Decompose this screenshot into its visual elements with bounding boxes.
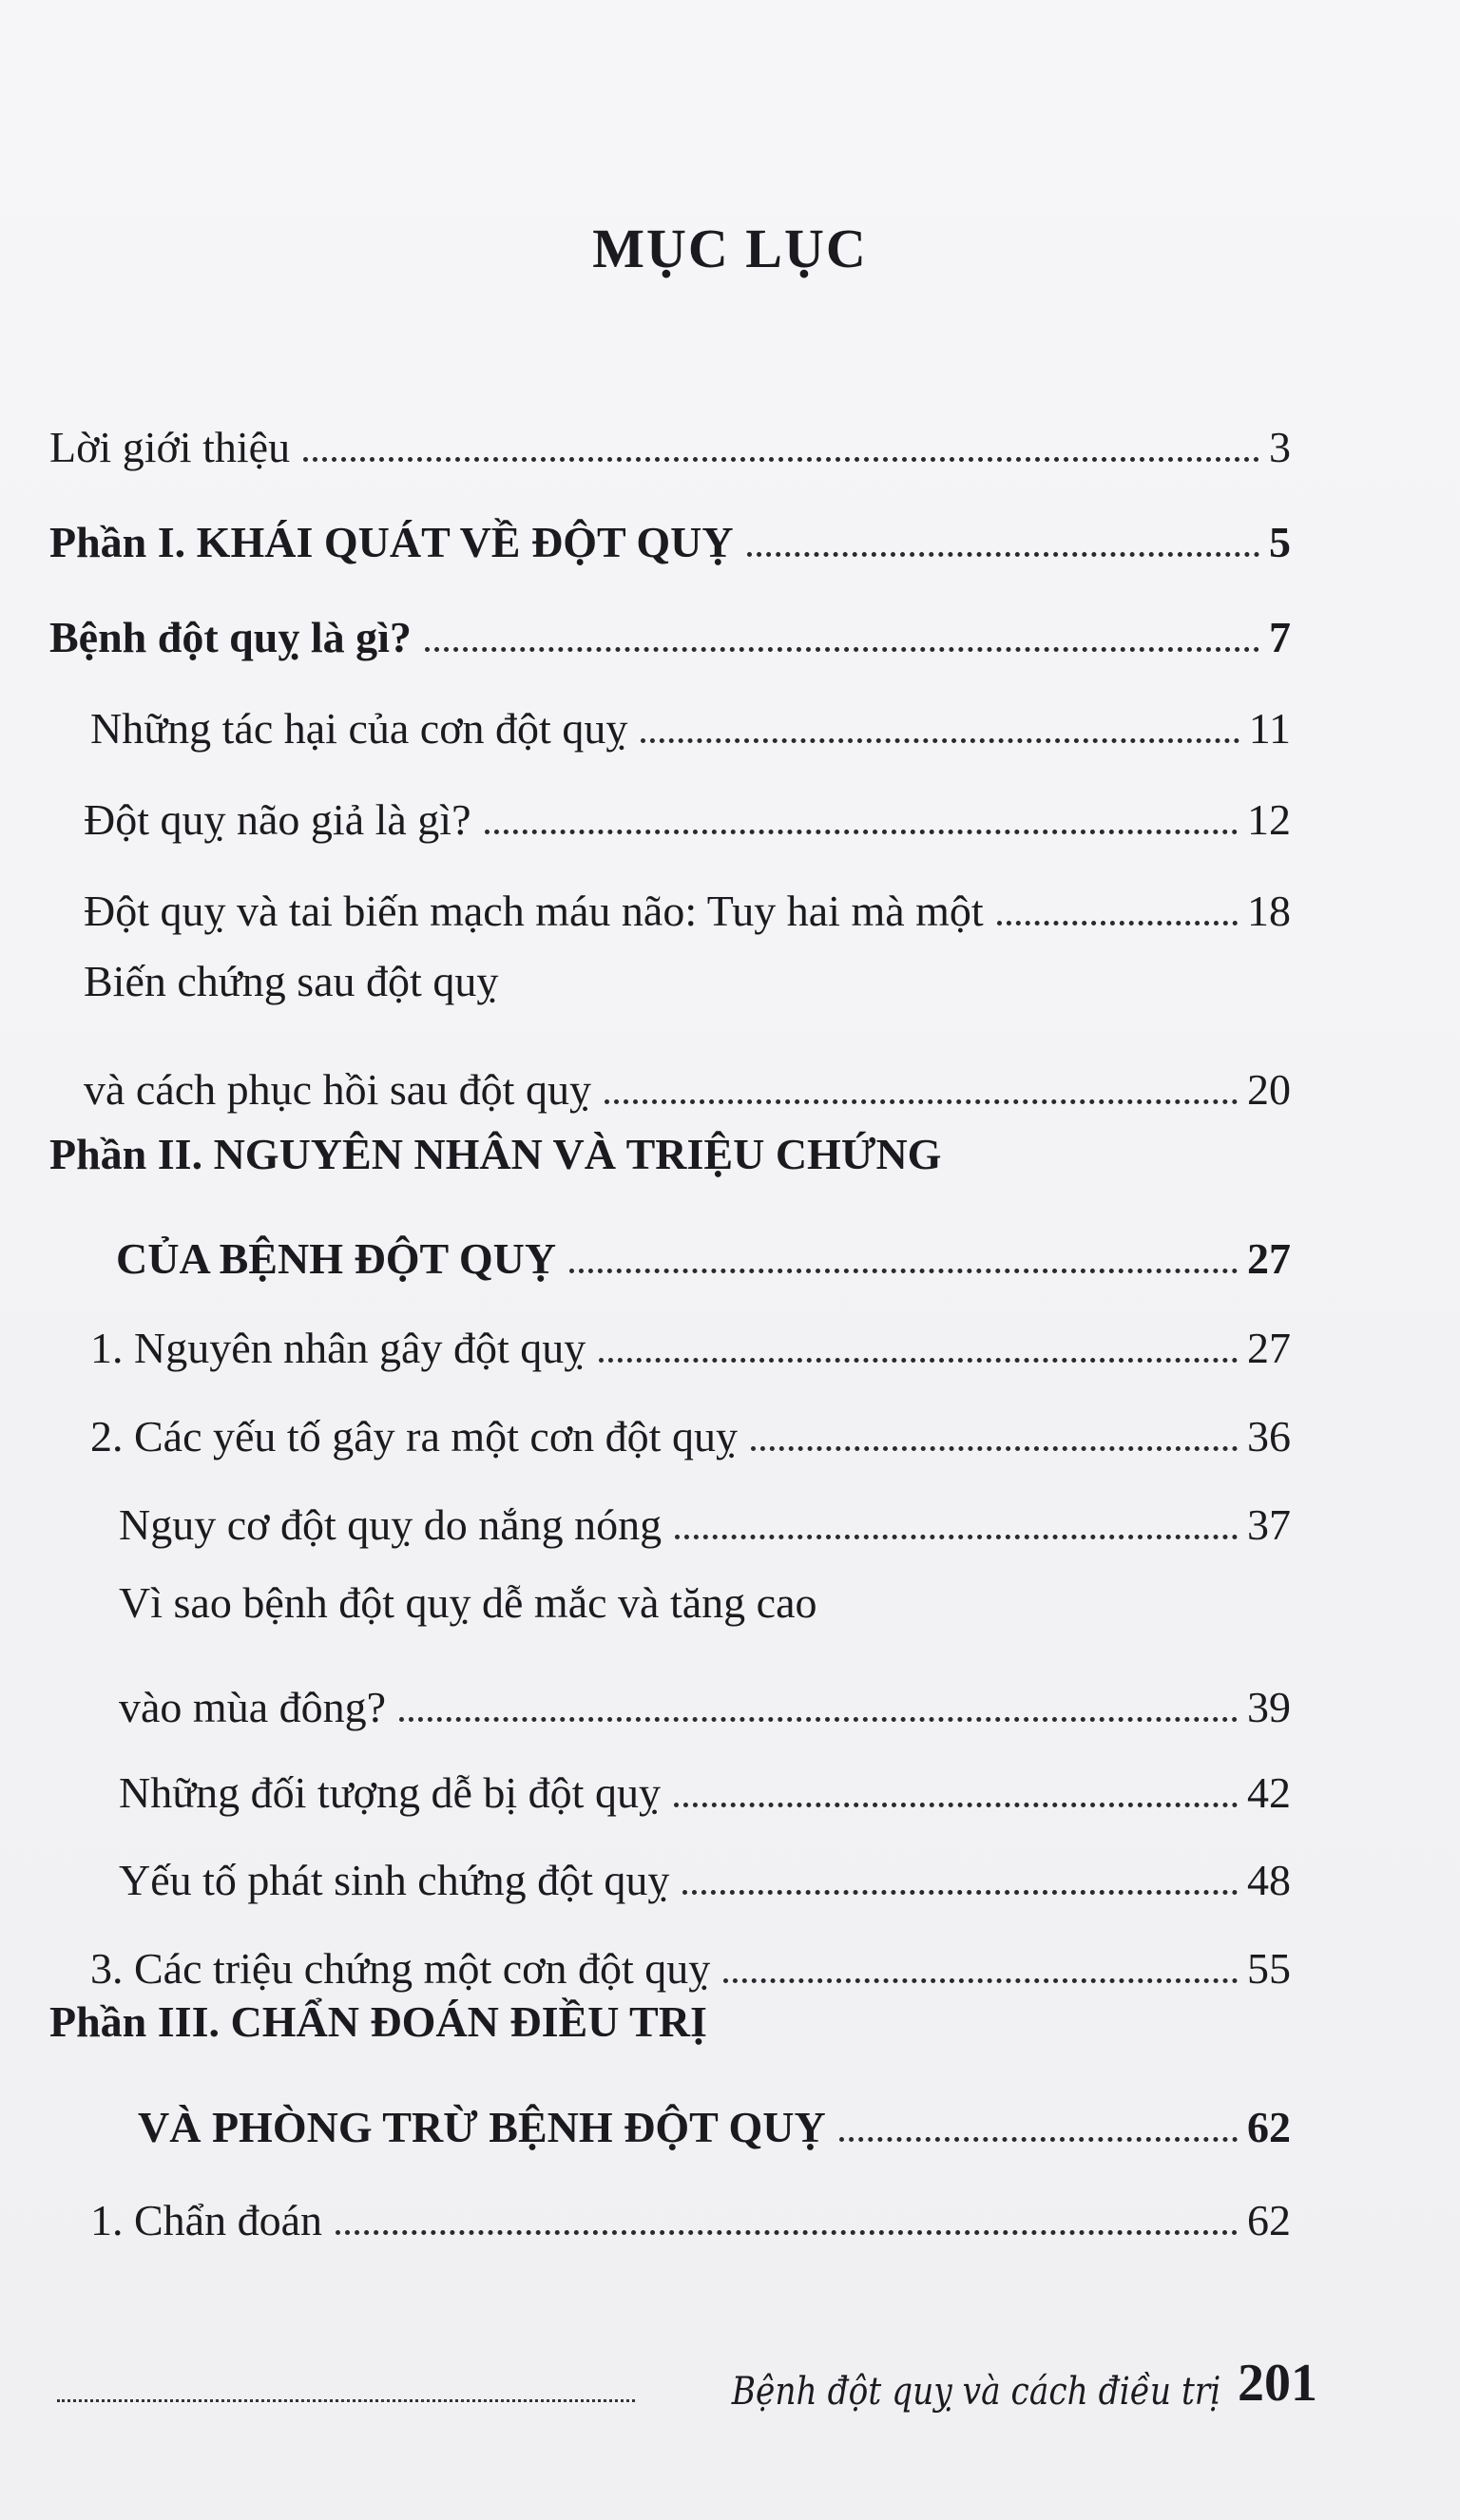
toc-entry bbox=[84, 775, 1291, 842]
toc-entry-page: 55 bbox=[1247, 1944, 1291, 1993]
toc-entry-title: Đột quỵ não giả là gì? bbox=[84, 795, 471, 844]
toc-entry bbox=[119, 1663, 1291, 1729]
toc-entry-title-line2: CỦA BỆNH ĐỘT QUỴ bbox=[116, 1234, 557, 1283]
toc-entry-page: 7 bbox=[1269, 613, 1291, 661]
toc-entry-title: Những tác hại của cơn đột quỵ bbox=[90, 704, 628, 753]
toc-entry-page: 11 bbox=[1248, 704, 1291, 753]
toc-entry bbox=[90, 1924, 1291, 1991]
toc-entry-title-line1: Vì sao bệnh đột quỵ dễ mắc và tăng cao bbox=[119, 1578, 817, 1627]
toc-entry bbox=[119, 1748, 1291, 1815]
dot-leader bbox=[605, 1099, 1238, 1104]
toc-entry-page: 62 bbox=[1247, 2103, 1291, 2151]
toc-entry-title: 2. Các yếu tố gây ra một cơn đột quỵ bbox=[90, 1412, 738, 1460]
dot-leader bbox=[425, 647, 1259, 652]
toc-entry-title: Nguy cơ đột quỵ do nắng nóng bbox=[119, 1500, 663, 1549]
toc-entry-page: 18 bbox=[1247, 887, 1291, 935]
toc-entry-title: Đột quỵ và tai biến mạch máu não: Tuy hai mà một bbox=[84, 887, 984, 935]
toc-entry-page: 37 bbox=[1247, 1500, 1291, 1549]
toc-entry bbox=[90, 2176, 1291, 2243]
dot-leader bbox=[336, 2230, 1238, 2235]
toc-entry-title: 1. Nguyên nhân gây đột quỵ bbox=[90, 1324, 586, 1372]
toc-section-heading bbox=[49, 593, 1291, 659]
toc-entry bbox=[90, 1304, 1291, 1370]
toc-entry-title: Yếu tố phát sinh chứng đột quỵ bbox=[119, 1856, 670, 1904]
toc-entry bbox=[119, 1480, 1291, 1547]
toc-entry-title: Bệnh đột quỵ là gì? bbox=[49, 613, 412, 661]
toc-entry bbox=[119, 1836, 1291, 1902]
dot-leader bbox=[599, 1358, 1238, 1363]
toc-entry-page: 36 bbox=[1247, 1412, 1291, 1460]
toc-entry-title: 3. Các triệu chứng một cơn đột quỵ bbox=[90, 1944, 711, 1993]
dot-leader bbox=[674, 1803, 1238, 1807]
toc-entry-page: 20 bbox=[1247, 1065, 1291, 1114]
toc-entry-page: 5 bbox=[1269, 518, 1291, 566]
toc-entry-page: 12 bbox=[1247, 795, 1291, 844]
toc-entry-title: Phần I. KHÁI QUÁT VỀ ĐỘT QUỴ bbox=[49, 518, 734, 566]
toc-entry-title-line1: Biến chứng sau đột quỵ bbox=[84, 957, 499, 1005]
toc-entry-title-line2: vào mùa đông? bbox=[119, 1683, 387, 1731]
toc-entry-page: 62 bbox=[1247, 2196, 1291, 2244]
dot-leader bbox=[303, 457, 1259, 462]
toc-entry-title: Lời giới thiệu bbox=[49, 423, 291, 471]
toc-part-heading bbox=[116, 1214, 1291, 1281]
toc-entry-page: 48 bbox=[1247, 1856, 1291, 1904]
toc-entry-title: Những đối tượng dễ bị đột quỵ bbox=[119, 1768, 661, 1817]
toc-part-heading bbox=[138, 2083, 1291, 2149]
toc-entry-title-line2: và cách phục hồi sau đột quỵ bbox=[84, 1065, 591, 1114]
toc-entry-page: 27 bbox=[1247, 1324, 1291, 1372]
toc-entry-title-line2: VÀ PHÒNG TRỪ BỆNH ĐỘT QUỴ bbox=[138, 2103, 826, 2151]
dot-leader bbox=[641, 738, 1239, 743]
page-footer bbox=[57, 2347, 1317, 2414]
toc-entry-page: 42 bbox=[1247, 1768, 1291, 1817]
page-title: MỤC LỤC bbox=[592, 218, 868, 279]
toc-entry-page: 39 bbox=[1247, 1683, 1291, 1731]
toc-entry bbox=[90, 684, 1291, 751]
dot-leader bbox=[399, 1717, 1238, 1722]
toc-entry-title: 1. Chẩn đoán bbox=[90, 2196, 323, 2244]
toc-part-heading-line1: Phần III. CHẨN ĐOÁN ĐIỀU TRỊ bbox=[49, 1997, 707, 2046]
toc-entry bbox=[84, 1045, 1291, 1112]
dot-leader bbox=[839, 2137, 1238, 2142]
toc-entry-page: 3 bbox=[1269, 423, 1291, 471]
toc-part-heading bbox=[49, 498, 1291, 564]
dot-leader bbox=[751, 1446, 1238, 1451]
toc-part-heading-line1: Phần II. NGUYÊN NHÂN VÀ TRIỆU CHỨNG bbox=[49, 1130, 942, 1178]
dot-leader bbox=[485, 830, 1238, 834]
running-book-title: Bệnh đột quỵ và cách điều trị bbox=[731, 2370, 1220, 2414]
toc-entry bbox=[84, 867, 1291, 933]
toc-entry-page: 27 bbox=[1247, 1234, 1291, 1283]
toc-entry bbox=[90, 1392, 1291, 1459]
dot-leader bbox=[675, 1535, 1238, 1539]
dot-leader bbox=[997, 921, 1238, 926]
dot-leader bbox=[723, 1978, 1238, 1983]
page-number: 201 bbox=[1238, 2354, 1317, 2413]
dot-leader bbox=[569, 1269, 1238, 1273]
dot-leader bbox=[682, 1890, 1238, 1895]
toc-entry bbox=[49, 403, 1291, 469]
dot-leader bbox=[747, 552, 1259, 557]
footer-dot-leader bbox=[57, 2399, 635, 2402]
